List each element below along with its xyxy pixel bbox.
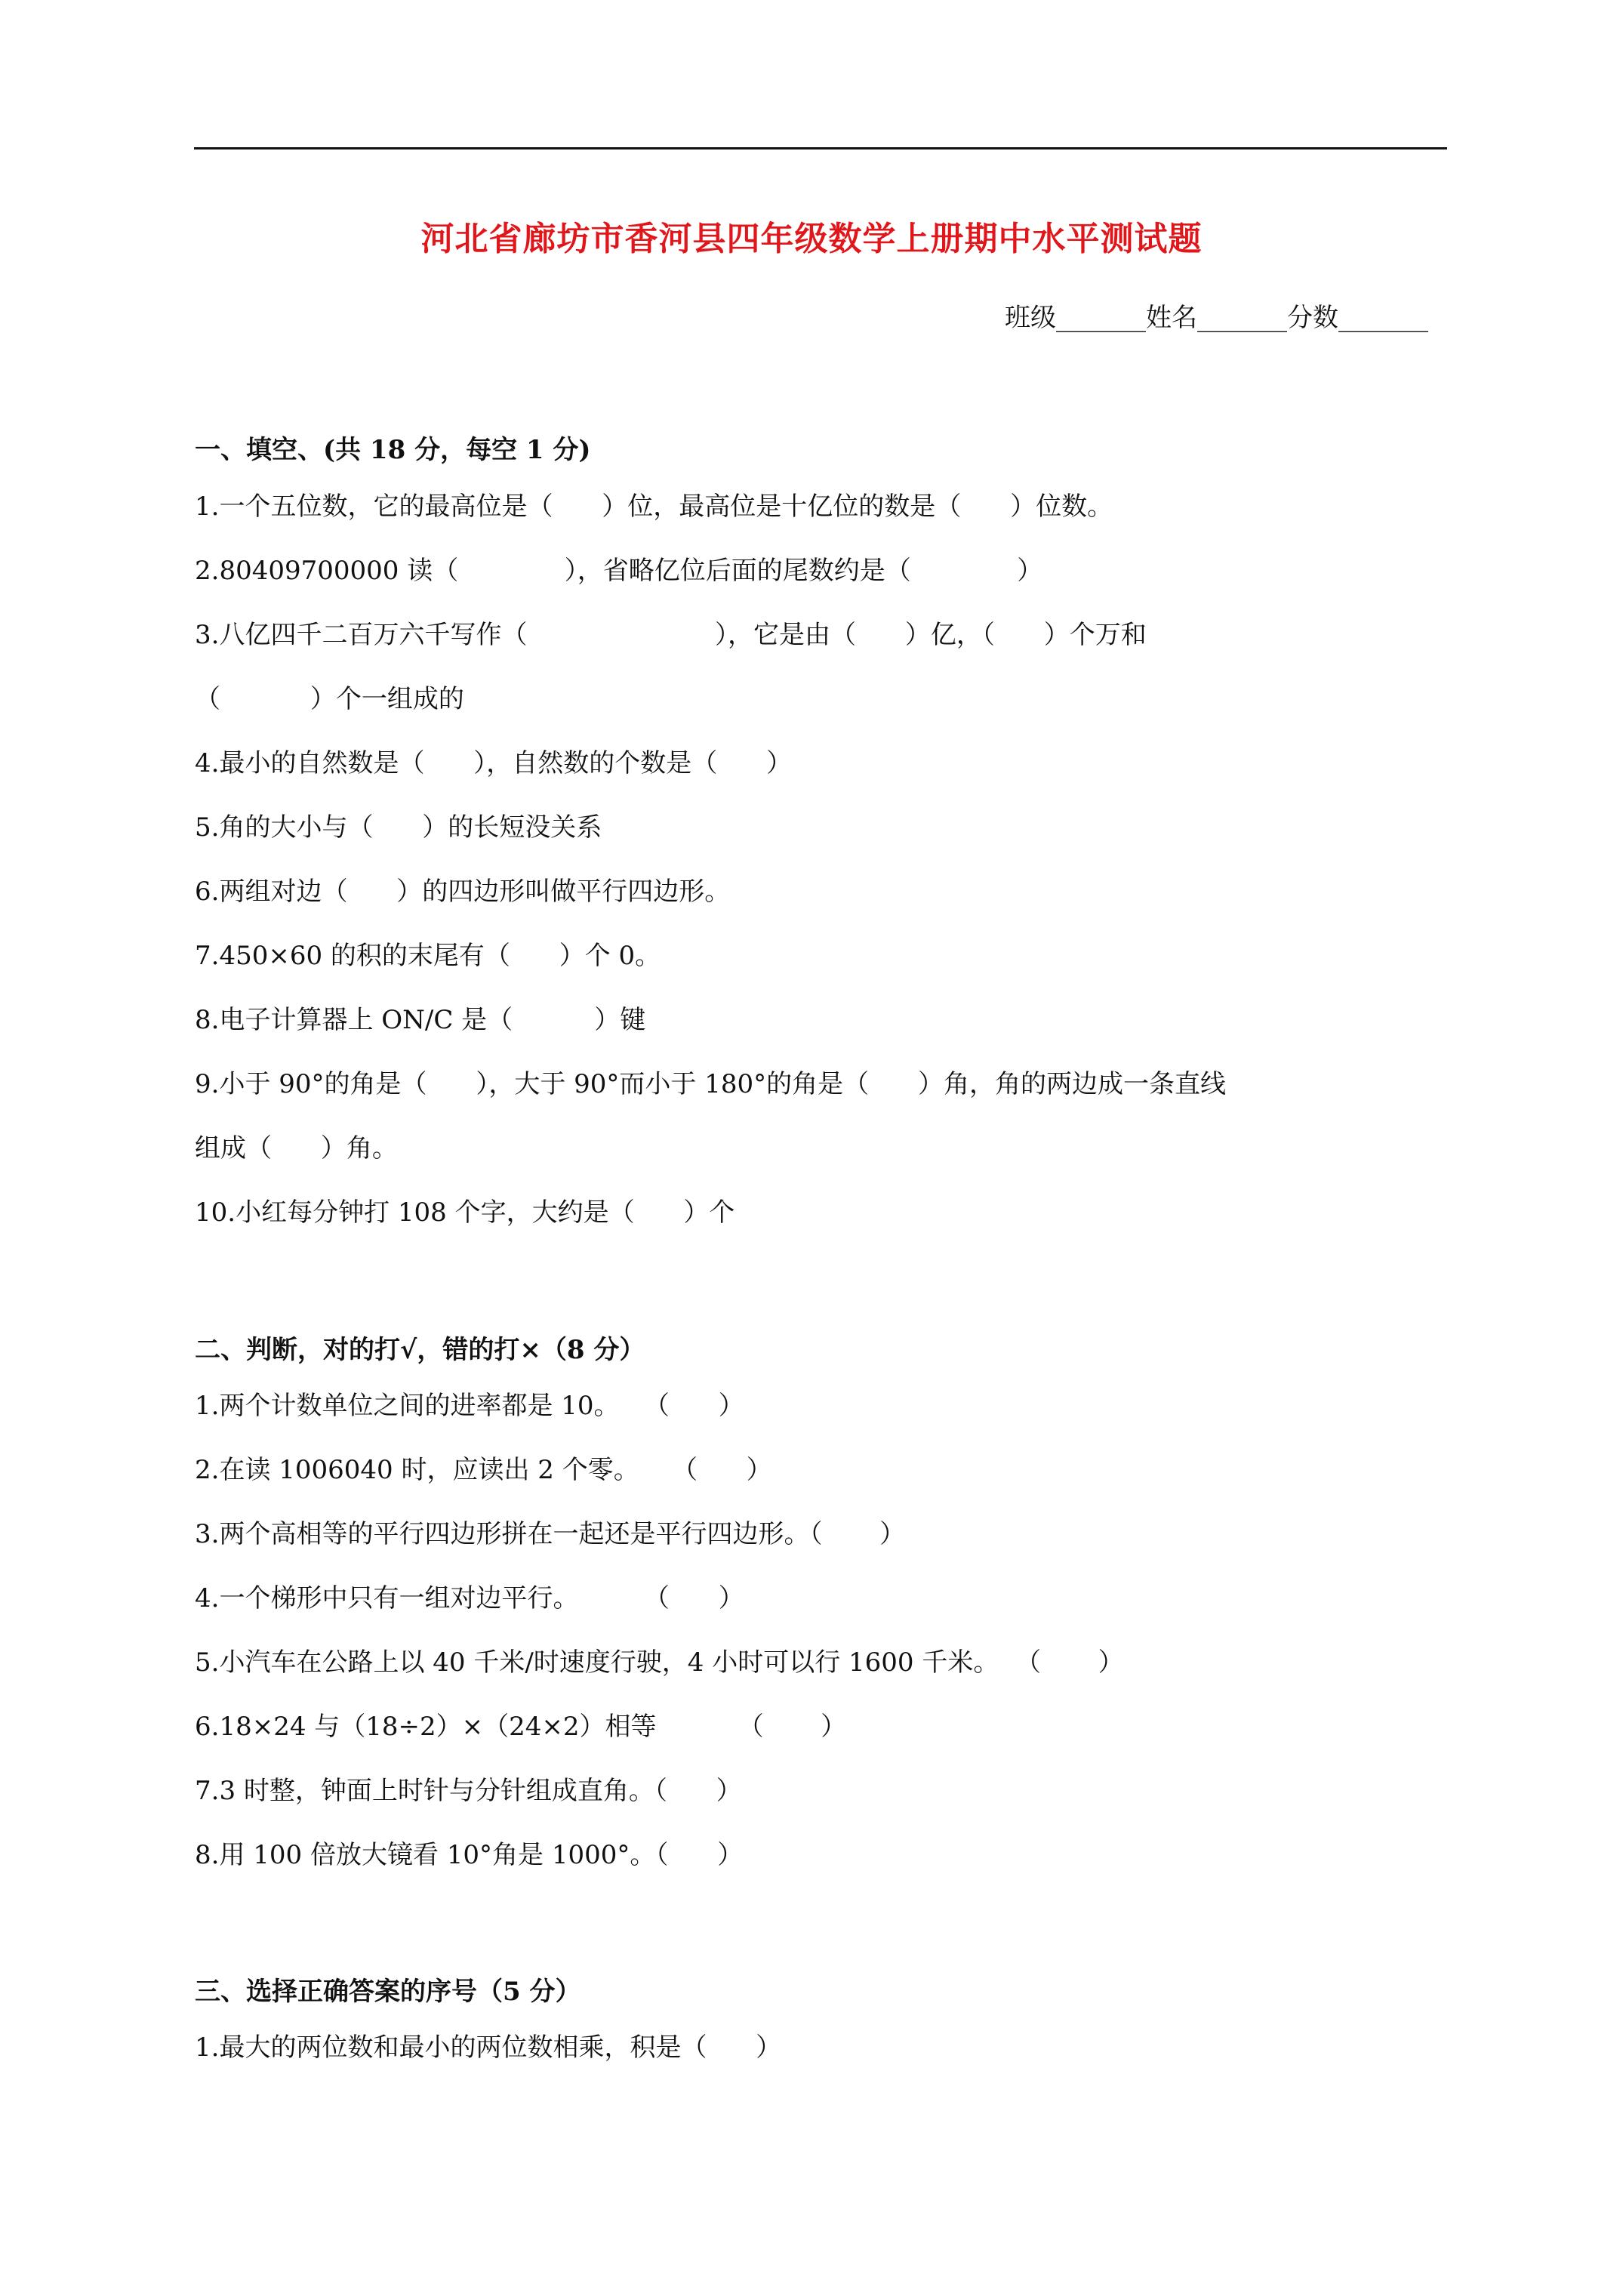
s2-question-3: 3.两个高相等的平行四边形拼在一起还是平行四边形。（ ） [195,1519,906,1549]
s1-question-5: 5.角的大小与（ ）的长短没关系 [195,812,602,843]
s1-question-2: 2.80409700000 读（ ），省略亿位后面的尾数约是（ ） [195,556,1043,586]
section-1-heading: 一、填空、(共 18 分，每空 1 分) [195,435,591,465]
s1-question-8: 8.电子计算器上 ON/C 是（ ）键 [195,1005,646,1035]
s1-question-9: 9.小于 90°的角是（ ），大于 90°而小于 180°的角是（ ）角，角的两边成一条直线 [195,1069,1226,1099]
s2-question-6: 6.18×24 与（18÷2）×（24×2）相等 （ ） [195,1712,847,1742]
s2-question-2: 2.在读 1006040 时，应读出 2 个零。 （ ） [195,1455,772,1485]
s1-question-10: 10.小红每分钟打 108 个字，大约是（ ）个 [195,1197,735,1228]
s2-question-4: 4.一个梯形中只有一组对边平行。 （ ） [195,1583,744,1613]
section-2-heading: 二、判断，对的打√，错的打×（8 分） [195,1335,645,1365]
s2-question-5: 5.小汽车在公路上以 40 千米/时速度行驶，4 小时可以行 1600 千米。 （ ） [195,1647,1124,1678]
student-info-line: 班级_______姓名_______分数_______ [1005,303,1428,333]
s1-question-4: 4.最小的自然数是（ ），自然数的个数是（ ） [195,748,793,778]
s3-question-1: 1.最大的两位数和最小的两位数相乘，积是（ ） [195,2032,782,2063]
s1-question-7: 7.450×60 的积的末尾有（ ）个 0。 [195,941,661,971]
s1-question-1: 1.一个五位数，它的最高位是（ ）位，最高位是十亿位的数是（ ）位数。 [195,492,1113,522]
header-rule [194,147,1447,149]
s2-question-1: 1.两个计数单位之间的进率都是 10。 （ ） [195,1391,744,1421]
s1-question-9-cont: 组成（ ）角。 [195,1133,398,1163]
s2-question-8: 8.用 100 倍放大镜看 10°角是 1000°。（ ） [195,1840,744,1870]
section-3-heading: 三、选择正确答案的序号（5 分） [195,1977,581,2007]
page-title: 河北省廊坊市香河县四年级数学上册期中水平测试题 [420,220,1203,258]
s1-question-3: 3.八亿四千二百万六千写作（ ），它是由（ ）亿，（ ）个万和 [195,620,1147,650]
s2-question-7: 7.3 时整，钟面上时针与分针组成直角。（ ） [195,1776,742,1806]
s1-question-6: 6.两组对边（ ）的四边形叫做平行四边形。 [195,877,731,907]
s1-question-3-cont: （ ）个一组成的 [195,684,464,714]
